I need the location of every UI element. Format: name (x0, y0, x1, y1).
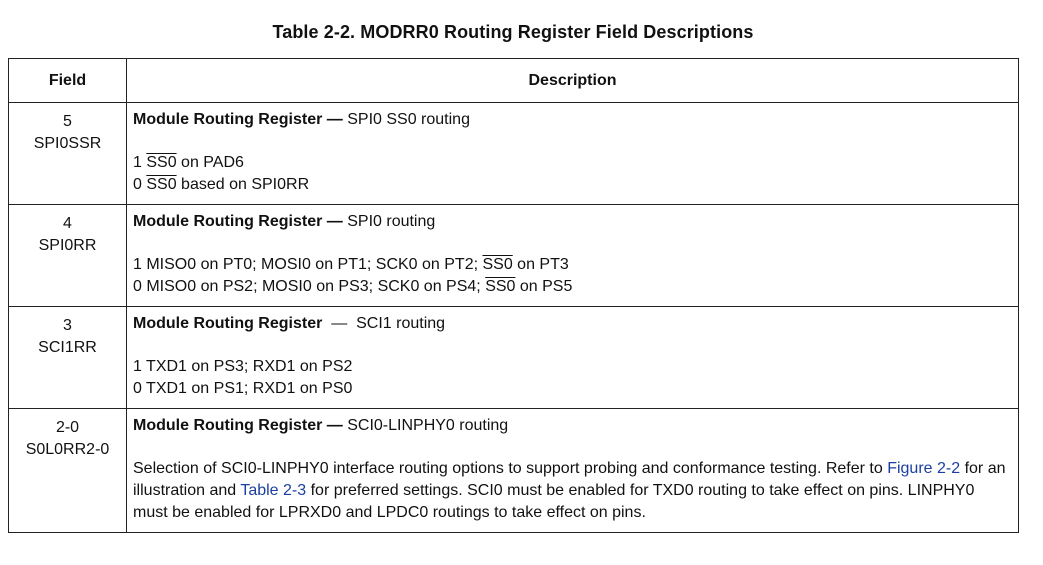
table-header-row (9, 59, 1019, 103)
setting-line: 0 TXD1 on PS1; RXD1 on PS0 (133, 380, 353, 397)
description-heading (133, 313, 1010, 335)
setting-line (133, 276, 1010, 298)
setting-line (133, 254, 1010, 276)
field-description-table (8, 58, 1019, 533)
field-cell (9, 307, 127, 409)
description-cell (127, 307, 1019, 409)
heading-text: SPI0 SS0 routing (342, 111, 470, 128)
heading-bold: Module Routing Register — (133, 417, 343, 434)
field-name: SPI0SSR (33, 135, 102, 152)
table-row (9, 307, 1019, 409)
paragraph-text: for preferred settings. SCI0 must be enabled for TXD0 routing to take effect on pins. LINPHY0 must be enabled for LPRXD0 and LPDC0 routings to take effect on pins. (133, 482, 975, 521)
setting-line (133, 152, 1010, 174)
table-row (9, 205, 1019, 307)
description-heading (133, 109, 1010, 131)
setting-text: 1 MISO0 on PT0; MOSI0 on PT1; SCK0 on PT2; (133, 256, 483, 273)
setting-line: 1 TXD1 on PS3; RXD1 on PS2 (133, 358, 353, 375)
field-column-header: Field (9, 59, 127, 103)
field-cell (9, 205, 127, 307)
field-bit: 5 (63, 113, 72, 130)
table-row (9, 409, 1019, 533)
setting-text: 0 MISO0 on PS2; MOSI0 on PS3; SCK0 on PS4; (133, 278, 486, 295)
description-cell (127, 205, 1019, 307)
description-heading (133, 415, 1010, 437)
overlined-signal: SS0 (146, 154, 177, 171)
overlined-signal: SS0 (482, 256, 513, 273)
heading-bold: Module Routing Register (133, 315, 323, 332)
setting-text: 1 (133, 154, 147, 171)
setting-line (133, 174, 1010, 196)
heading-text: — SCI1 routing (322, 315, 446, 332)
field-bit: 4 (63, 215, 72, 232)
heading-bold: Module Routing Register — (133, 111, 343, 128)
description-paragraph (133, 458, 1010, 524)
table-2-3-link[interactable]: Table 2-3 (240, 482, 307, 499)
heading-text: SCI0-LINPHY0 routing (342, 417, 509, 434)
overlined-signal: SS0 (485, 278, 516, 295)
description-column-header: Description (127, 59, 1019, 103)
field-cell (9, 103, 127, 205)
table-row (9, 103, 1019, 205)
figure-2-2-link[interactable]: Figure 2-2 (887, 460, 961, 477)
heading-bold: Module Routing Register — (133, 213, 343, 230)
heading-text: SPI0 routing (342, 213, 436, 230)
description-cell (127, 103, 1019, 205)
field-bit: 3 (63, 317, 72, 334)
table-title: Table 2-2. MODRR0 Routing Register Field Descriptions (272, 22, 754, 42)
overlined-signal: SS0 (146, 176, 177, 193)
field-bit: 2-0 (55, 419, 80, 436)
description-cell (127, 409, 1019, 533)
setting-text: on PS5 (515, 278, 573, 295)
setting-text: on PT3 (512, 256, 569, 273)
setting-text: based on SPI0RR (176, 176, 310, 193)
description-heading (133, 211, 1010, 233)
field-cell (9, 409, 127, 533)
paragraph-text: Selection of SCI0-LINPHY0 interface routing options to support probing and conformance testing. Refer to (133, 460, 888, 477)
paragraph-text: for an illustration and (133, 460, 1006, 499)
setting-text: 0 (133, 176, 147, 193)
field-name: SPI0RR (38, 237, 97, 254)
setting-text: on PAD6 (176, 154, 244, 171)
field-name: SCI1RR (38, 339, 97, 356)
field-name: S0L0RR2-0 (25, 441, 110, 458)
